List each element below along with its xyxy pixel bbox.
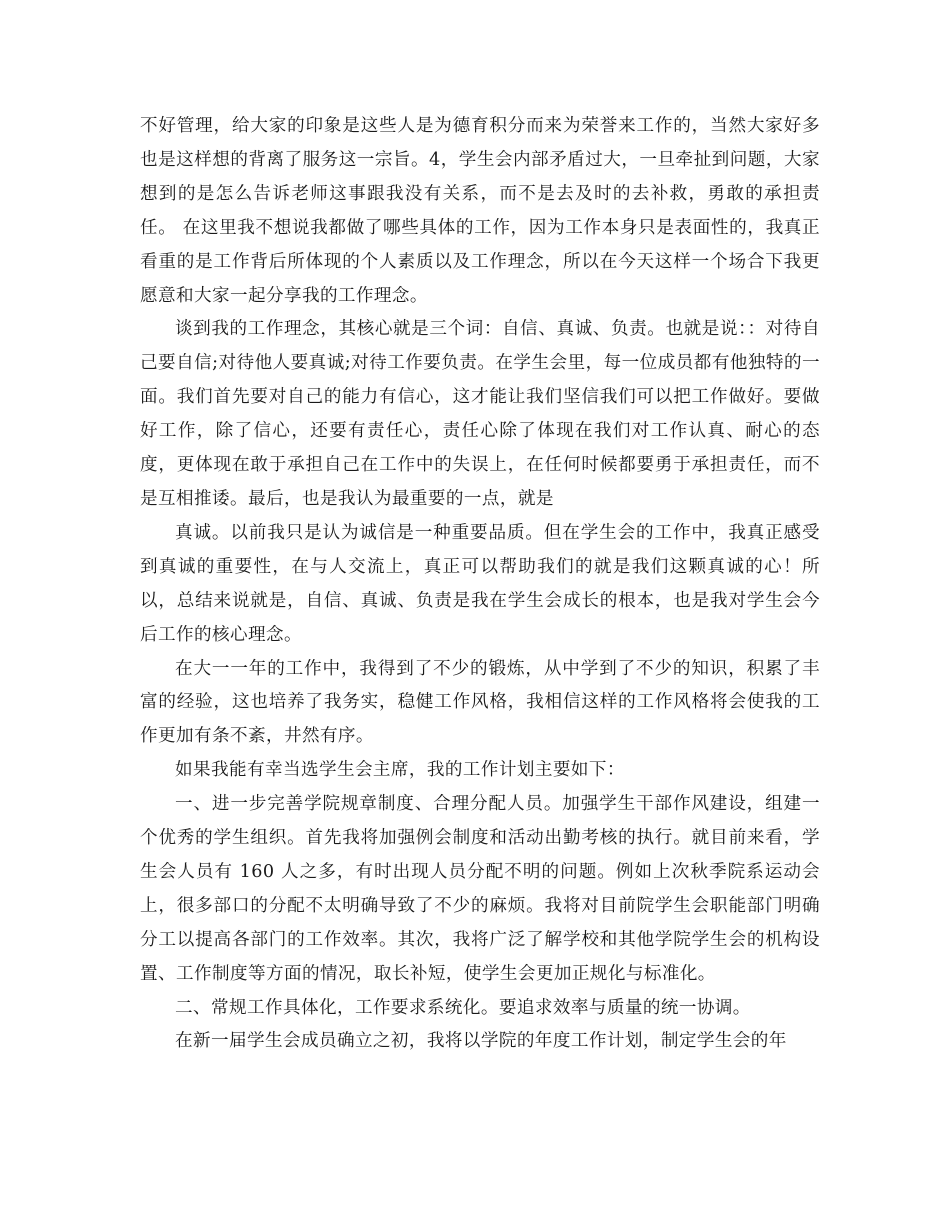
paragraph-8: 在新一届学生会成员确立之初，我将以学院的年度工作计划，制定学生会的年 [175,1031,787,1052]
document-body [140,110,820,1059]
paragraph-1: 不好管理，给大家的印象是这些人是为德育积分而来为荣誉来工作的，当然大家好多也是这样想的背离了服务这一宗旨。4，学生会内部矛盾过大，一旦牵扯到问题，大家想到的是怎么告诉老师这事跟我没有关系，而不是去及时的去补救，勇敢的承担责任。 在这里我不想说我都做了哪些具体的工作，因为工作本身只是表面性的，我真正看重的是工作背后所体现的个人素质以及工作理念，所以在今天这样一个场合下我更愿意和大家一起分享我的工作理念。 [140,116,820,306]
paragraph-2: 谈到我的工作理念，其核心就是三个词：自信、真诚、负责。也就是说：：对待自己要自信;对待他人要真诚;对待工作要负责。在学生会里，每一位成员都有他独特的一面。我们首先要对自己的能力有信心，这才能让我们坚信我们可以把工作做好。要做好工作，除了信心，还要有责任心，责任心除了体现在我们对工作认真、耐心的态度，更体现在敢于承担自己在工作中的失误上，在任何时候都要勇于承担责任，而不是互相推诿。最后，也是我认为最重要的一点，就是 [140,319,820,509]
paragraph-6: 一、进一步完善学院规章制度、合理分配人员。加强学生干部作风建设，组建一个优秀的学生组织。首先我将加强例会制度和活动出勤考核的执行。就目前来看，学生会人员有 160 人之多，有时出现人员分配不明的问题。例如上次秋季院系运动会上，很多部口的分配不太明确导致了不少的麻烦。我将对目前院学生会职能部门明确分工以提高各部门的工作效率。其次，我将广泛了解学校和其他学院学生会的机构设置、工作制度等方面的情况，取长补短，使学生会更加正规化与标准化。 [140,794,820,984]
paragraph-7: 二、常规工作具体化，工作要求系统化。要追求效率与质量的统一协调。 [175,997,751,1018]
paragraph-5: 如果我能有幸当选学生会主席，我的工作计划主要如下： [175,760,625,781]
paragraph-3: 真诚。以前我只是认为诚信是一种重要品质。但在学生会的工作中，我真正感受到真诚的重要性，在与人交流上，真正可以帮助我们的就是我们这颗真诚的心！所以，总结来说就是，自信、真诚、负责是我在学生会成长的根本，也是我对学生会今后工作的核心理念。 [140,522,820,645]
paragraph-4: 在大一一年的工作中，我得到了不少的锻炼，从中学到了不少的知识，积累了丰富的经验，这也培养了我务实，稳健工作风格，我相信这样的工作风格将会使我的工作更加有条不紊，井然有序。 [140,658,820,747]
